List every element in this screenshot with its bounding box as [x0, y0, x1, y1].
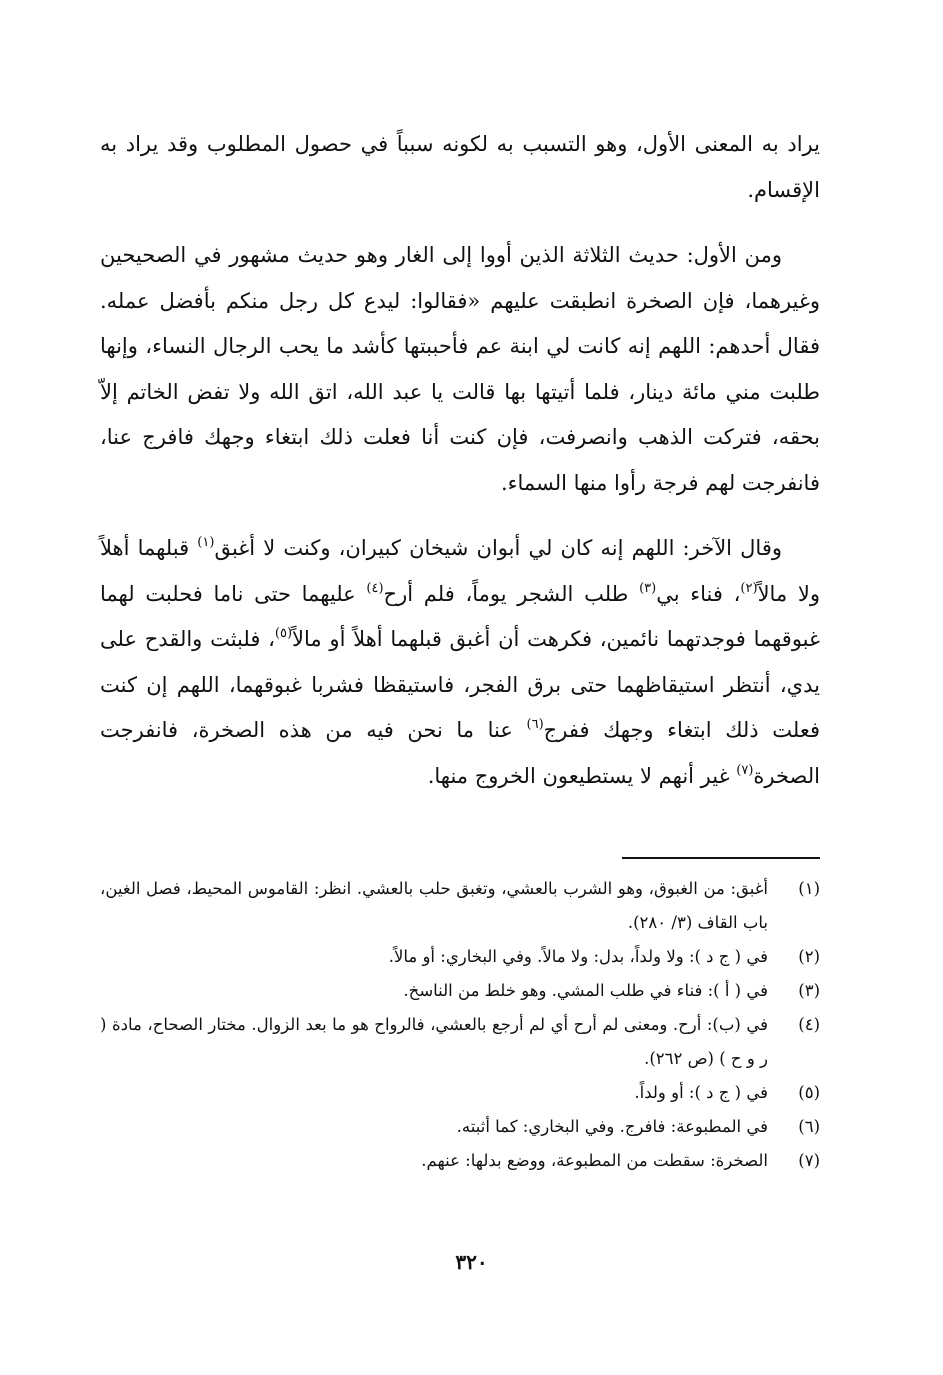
footnote-number: (٤) [798, 1015, 820, 1034]
paragraph-3-segment: ، فناء بي [656, 581, 741, 606]
footnote-text: في ( ج د ): أو ولداً. [634, 1083, 768, 1102]
footnote-ref-2: (٢) [740, 580, 758, 596]
page-number: ٣٢٠ [455, 1250, 488, 1274]
paragraph-3-segment: عنا ما نحن فيه من هذه الصخرة، فانفرجت الصخرة [100, 718, 820, 788]
footnote-item [100, 940, 820, 974]
paragraph-3 [100, 526, 820, 799]
footnote-item [100, 974, 820, 1008]
main-text [100, 122, 820, 819]
footnote-ref-5: (٥) [274, 626, 293, 641]
footnote-number: (٢) [798, 947, 820, 966]
footnote-number: (٣) [798, 981, 820, 1000]
footnote-ref-4: (٤) [366, 580, 384, 596]
footnote-item [100, 1008, 820, 1076]
footnote-item [100, 1076, 820, 1110]
footnote-item [100, 1144, 820, 1178]
footnote-item [100, 872, 820, 940]
footnote-separator [622, 857, 820, 859]
footnote-text: أغبق: من الغبوق، وهو الشرب بالعشي، وتغبق حلب بالعشي. انظر: القاموس المحيط، فصل الغين، باب القاف (٣/ ٢٨٠). [100, 879, 768, 932]
footnote-number: (٥) [798, 1083, 820, 1102]
footnote-ref-7: (٧) [736, 762, 754, 778]
footnotes [100, 872, 820, 1178]
footnote-number: (٧) [798, 1151, 820, 1170]
paragraph-3-segment: وقال الآخر: اللهم إنه كان لي أبوان شيخان كبيران، وكنت لا أغبق [214, 536, 783, 560]
footnote-text: الصخرة: سقطت من المطبوعة، ووضع بدلها: عنهم. [421, 1151, 768, 1170]
footnote-ref-1: (١) [197, 535, 215, 550]
footnote-text: في ( ج د ): ولا ولداً، بدل: ولا مالاً. وفي البخاري: أو مالاً. [388, 947, 768, 966]
paragraph-3-segment: غير أنهم لا يستطيعون الخروج منها. [427, 763, 737, 788]
paragraph-3-segment: طلب الشجر يوماً، فلم أرح [383, 581, 640, 606]
paragraph-3-segment: عليهما حتى ناما فحلبت لهما غبوقهما فوجدتهما نائمين، فكرهت أن أغبق قبلهما أهلاً أو مالاً [100, 581, 820, 651]
paragraph-3-segment: ، فلبثت والقدح على يدي، أنتظر استيقاظهما حتى برق الفجر، فاستيقظا فشربا غبوقهما، اللهم إن كنت فعلت ذلك ابتغاء وجهك ففرج [100, 627, 820, 742]
footnote-ref-3: (٣) [639, 580, 657, 596]
paragraph-3-segment: قبلهما أهلاً ولا مالاً [100, 536, 821, 606]
footnote-number: (٦) [798, 1117, 820, 1136]
footnote-item [100, 1110, 820, 1144]
footnote-text: في المطبوعة: فافرج. وفي البخاري: كما أثبته. [456, 1117, 768, 1136]
footnote-text: في (ب): أرح. ومعنى لم أرح أي لم أرجع بالعشي، فالرواح هو ما بعد الزوال. مختار الصحاح، مادة ( ر و ح ) (ص ٢٦٢). [100, 1015, 768, 1068]
footnote-text: في ( أ ): فناء في طلب المشي. وهو خلط من الناسخ. [403, 981, 768, 1000]
footnote-ref-6: (٦) [526, 717, 544, 732]
paragraph-1: يراد به المعنى الأول، وهو التسبب به لكونه سبباً في حصول المطلوب وقد يراد به الإقسام. [100, 132, 820, 202]
footnote-number: (١) [798, 879, 820, 898]
paragraph-2: ومن الأول: حديث الثلاثة الذين أووا إلى الغار وهو حديث مشهور في الصحيحين وغيرهما، فإن الصخرة انطبقت عليهم «فقالوا: ليدع كل رجل منكم بأفضل عمله. فقال أحدهم: اللهم إنه كانت لي ابنة عم فأحببتها كأشد ما يحب الرجال النساء، وإنها طلبت مني مائة دينار، فلما أتيتها بها قالت يا عبد الله، اتق الله ولا تفض الخاتم إلاّ بحقه، فتركت الذهب وانصرفت، فإن كنت أنا فعلت ذلك ابتغاء وجهك فافرج عنا، فانفرجت لهم فرجة رأوا منها السماء. [100, 243, 820, 495]
